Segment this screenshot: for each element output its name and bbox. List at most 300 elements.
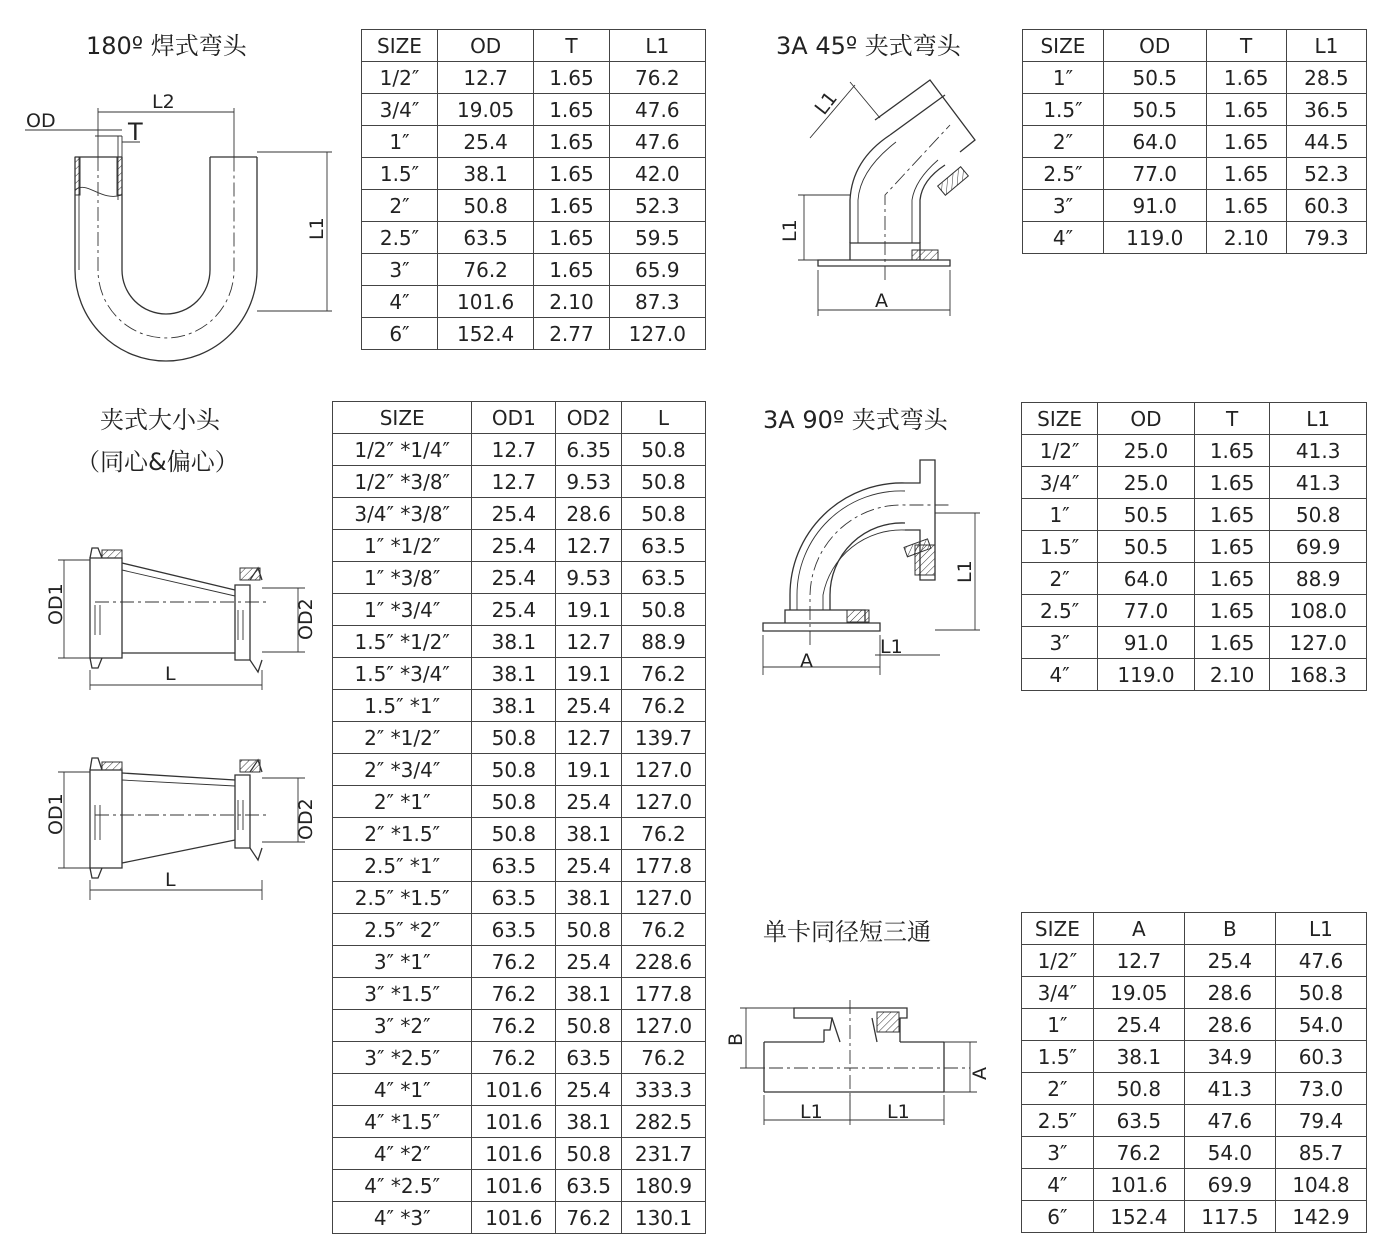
table-cell: 60.3	[1275, 1041, 1366, 1073]
table-cell: 142.9	[1275, 1201, 1366, 1233]
table-cell: 117.5	[1184, 1201, 1275, 1233]
table-cell: 41.3	[1270, 435, 1367, 467]
table-cell: 1.5″	[1022, 1041, 1094, 1073]
table-cell: 50.8	[472, 722, 556, 754]
table-row	[1022, 435, 1367, 467]
tee-l1-left-label: L1	[800, 1101, 823, 1123]
table-row	[1022, 595, 1367, 627]
table-cell: 1″	[1022, 1009, 1094, 1041]
table-cell: 6.35	[556, 434, 622, 466]
table-cell: 2″	[1023, 126, 1104, 158]
table-cell: 41.3	[1270, 467, 1367, 499]
table-row	[362, 318, 706, 350]
table-cell: 50.8	[437, 190, 533, 222]
elbow45-l1-top-label: L1	[810, 87, 842, 120]
table-row	[362, 158, 706, 190]
table-cell: 1/2″	[1022, 945, 1094, 977]
table-cell: 2.5″ *2″	[333, 914, 472, 946]
table-header-cell: OD1	[472, 402, 556, 434]
table-cell: 59.5	[609, 222, 705, 254]
table-cell: 3″ *2.5″	[333, 1042, 472, 1074]
table-cell: 282.5	[621, 1106, 705, 1138]
table-cell: 12.7	[437, 62, 533, 94]
table-header-cell: SIZE	[1022, 913, 1094, 945]
table-cell: 1.65	[534, 190, 609, 222]
table-cell: 76.2	[621, 818, 705, 850]
table-cell: 25.4	[472, 594, 556, 626]
table-cell: 65.9	[609, 254, 705, 286]
table-row	[333, 882, 706, 914]
table-cell: 50.8	[556, 1010, 622, 1042]
table-cell: 101.6	[472, 1074, 556, 1106]
table-cell: 47.6	[1275, 945, 1366, 977]
table-cell: 104.8	[1275, 1169, 1366, 1201]
elbow180-l1-label: L1	[306, 217, 328, 240]
table-row	[1023, 62, 1367, 94]
reducer2-od2-label: OD2	[295, 798, 317, 840]
table-header-cell: SIZE	[333, 402, 472, 434]
table-row	[333, 562, 706, 594]
table-cell: 2″ *1.5″	[333, 818, 472, 850]
table-cell: 1.65	[1206, 190, 1286, 222]
table-row	[333, 850, 706, 882]
table-cell: 50.8	[621, 434, 705, 466]
reducer2-od1-label: OD1	[45, 793, 67, 835]
table-cell: 2″	[362, 190, 438, 222]
table-cell: 25.4	[472, 498, 556, 530]
table-cell: 47.6	[609, 126, 705, 158]
table-row	[362, 254, 706, 286]
table-row	[1022, 467, 1367, 499]
table-cell: 38.1	[472, 658, 556, 690]
table-cell: 168.3	[1270, 659, 1367, 691]
table-cell: 1.65	[1194, 531, 1270, 563]
table-cell: 69.9	[1270, 531, 1367, 563]
table-cell: 50.5	[1103, 62, 1206, 94]
table-cell: 38.1	[437, 158, 533, 190]
table-cell: 76.2	[1093, 1137, 1184, 1169]
table-cell: 19.1	[556, 594, 622, 626]
table-row	[1022, 531, 1367, 563]
table-cell: 127.0	[621, 882, 705, 914]
table-cell: 4″ *2″	[333, 1138, 472, 1170]
table-header-row	[333, 402, 706, 434]
table-cell: 25.4	[556, 1074, 622, 1106]
table-cell: 127.0	[609, 318, 705, 350]
table-cell: 228.6	[621, 946, 705, 978]
table-row	[333, 1138, 706, 1170]
table-cell: 1.5″ *3/4″	[333, 658, 472, 690]
table-cell: 79.4	[1275, 1105, 1366, 1137]
table-cell: 2.77	[534, 318, 609, 350]
table-cell: 19.05	[437, 94, 533, 126]
reducer-title: 夹式大小头	[100, 406, 220, 434]
table-cell: 1″ *3/8″	[333, 562, 472, 594]
table-cell: 180.9	[621, 1170, 705, 1202]
table-cell: 3″	[1022, 627, 1098, 659]
table-cell: 76.2	[621, 914, 705, 946]
elbow90-a-label: A	[800, 650, 813, 672]
table-cell: 1.65	[1206, 94, 1286, 126]
table-cell: 50.8	[1275, 977, 1366, 1009]
elbow90-drawing	[755, 455, 995, 675]
table-row	[333, 754, 706, 786]
table-row	[1022, 945, 1367, 977]
table-cell: 63.5	[437, 222, 533, 254]
table-row	[333, 1010, 706, 1042]
table-cell: 1.65	[1194, 563, 1270, 595]
table-cell: 79.3	[1286, 222, 1366, 254]
table-cell: 3″	[362, 254, 438, 286]
table-cell: 76.2	[437, 254, 533, 286]
table-cell: 1″	[1022, 499, 1098, 531]
reducer-subtitle: （同心&偏心）	[76, 448, 239, 476]
table-cell: 4″	[1022, 1169, 1094, 1201]
table-row	[1022, 563, 1367, 595]
table-cell: 1/2″	[1022, 435, 1098, 467]
table-cell: 1.5″	[1022, 531, 1098, 563]
table-cell: 25.4	[1184, 945, 1275, 977]
table-cell: 54.0	[1184, 1137, 1275, 1169]
table-cell: 119.0	[1098, 659, 1195, 691]
table-cell: 9.53	[556, 562, 622, 594]
table-cell: 38.1	[1093, 1041, 1184, 1073]
elbow180-drawing	[20, 90, 340, 330]
table-cell: 1/2″ *1/4″	[333, 434, 472, 466]
table-cell: 50.8	[472, 786, 556, 818]
elbow180-l2-label: L2	[152, 91, 175, 113]
table-cell: 2″ *1″	[333, 786, 472, 818]
table-cell: 87.3	[609, 286, 705, 318]
table-header-row	[1022, 403, 1367, 435]
elbow180-od-label: OD	[26, 110, 56, 132]
table-cell: 1.65	[1206, 62, 1286, 94]
table-header-cell: L	[621, 402, 705, 434]
table-cell: 1.65	[1194, 627, 1270, 659]
table-cell: 88.9	[621, 626, 705, 658]
reducer1-od2-label: OD2	[295, 598, 317, 640]
elbow180-table	[361, 29, 706, 350]
table-cell: 1″ *1/2″	[333, 530, 472, 562]
table-cell: 3/4″	[1022, 977, 1094, 1009]
table-cell: 76.2	[556, 1202, 622, 1234]
table-cell: 77.0	[1098, 595, 1195, 627]
table-cell: 3″ *2″	[333, 1010, 472, 1042]
table-cell: 1.65	[534, 62, 609, 94]
table-row	[1023, 190, 1367, 222]
table-row	[362, 286, 706, 318]
table-cell: 152.4	[1093, 1201, 1184, 1233]
table-cell: 25.0	[1098, 467, 1195, 499]
table-cell: 12.7	[1093, 945, 1184, 977]
table-cell: 50.8	[621, 498, 705, 530]
table-row	[1022, 1105, 1367, 1137]
table-row	[333, 946, 706, 978]
table-cell: 130.1	[621, 1202, 705, 1234]
reducer-concentric-drawing	[40, 540, 330, 700]
table-row	[1022, 627, 1367, 659]
table-header-cell: OD	[1098, 403, 1195, 435]
table-cell: 76.2	[472, 1042, 556, 1074]
reducer2-l-label: L	[165, 869, 176, 891]
table-header-row	[1023, 30, 1367, 62]
table-row	[1022, 1009, 1367, 1041]
elbow90-table	[1021, 402, 1367, 691]
table-cell: 1.65	[1194, 467, 1270, 499]
table-cell: 34.9	[1184, 1041, 1275, 1073]
table-header-cell: SIZE	[1022, 403, 1098, 435]
table-row	[1023, 126, 1367, 158]
table-cell: 50.8	[472, 818, 556, 850]
table-cell: 1.65	[534, 126, 609, 158]
table-row	[362, 222, 706, 254]
table-cell: 1.5″ *1″	[333, 690, 472, 722]
elbow45-title: 3A 45º 夹式弯头	[776, 32, 961, 60]
table-cell: 101.6	[472, 1106, 556, 1138]
table-cell: 1.5″	[1023, 94, 1104, 126]
elbow45-table	[1022, 29, 1367, 254]
elbow90-l1-side-label: L1	[954, 560, 976, 583]
table-cell: 3/4″ *3/8″	[333, 498, 472, 530]
table-row	[333, 818, 706, 850]
table-cell: 108.0	[1270, 595, 1367, 627]
table-header-cell: B	[1184, 913, 1275, 945]
table-cell: 2″	[1022, 1073, 1094, 1105]
table-row	[333, 594, 706, 626]
table-cell: 231.7	[621, 1138, 705, 1170]
table-cell: 101.6	[472, 1202, 556, 1234]
tee-l1-right-label: L1	[887, 1101, 910, 1123]
table-row	[333, 722, 706, 754]
table-row	[333, 1042, 706, 1074]
table-cell: 50.8	[621, 594, 705, 626]
table-cell: 177.8	[621, 978, 705, 1010]
table-cell: 101.6	[1093, 1169, 1184, 1201]
table-header-cell: L1	[1275, 913, 1366, 945]
table-cell: 28.6	[1184, 977, 1275, 1009]
table-cell: 76.2	[472, 978, 556, 1010]
table-cell: 19.1	[556, 754, 622, 786]
table-cell: 25.4	[437, 126, 533, 158]
table-cell: 63.5	[1093, 1105, 1184, 1137]
table-cell: 77.0	[1103, 158, 1206, 190]
table-cell: 119.0	[1103, 222, 1206, 254]
table-cell: 1″	[1023, 62, 1104, 94]
table-cell: 4″ *3″	[333, 1202, 472, 1234]
elbow180-title: 180º 焊式弯头	[86, 32, 247, 60]
table-cell: 28.6	[1184, 1009, 1275, 1041]
table-cell: 127.0	[621, 786, 705, 818]
table-cell: 52.3	[609, 190, 705, 222]
table-cell: 2.5″ *1.5″	[333, 882, 472, 914]
table-cell: 50.5	[1103, 94, 1206, 126]
table-header-cell: OD2	[556, 402, 622, 434]
table-cell: 1.65	[534, 254, 609, 286]
table-row	[333, 690, 706, 722]
table-cell: 101.6	[437, 286, 533, 318]
table-cell: 3/4″	[1022, 467, 1098, 499]
table-cell: 101.6	[472, 1138, 556, 1170]
table-cell: 25.4	[556, 946, 622, 978]
table-cell: 38.1	[556, 882, 622, 914]
table-cell: 333.3	[621, 1074, 705, 1106]
elbow45-a-label: A	[875, 290, 888, 312]
reducer1-od1-label: OD1	[45, 583, 67, 625]
table-cell: 1.65	[1206, 158, 1286, 190]
table-cell: 76.2	[609, 62, 705, 94]
table-row	[362, 62, 706, 94]
table-cell: 52.3	[1286, 158, 1366, 190]
table-cell: 76.2	[621, 690, 705, 722]
table-cell: 1.65	[534, 222, 609, 254]
tee-title: 单卡同径短三通	[763, 918, 931, 946]
table-cell: 25.4	[472, 530, 556, 562]
table-header-cell: L1	[609, 30, 705, 62]
table-header-cell: T	[534, 30, 609, 62]
table-row	[362, 126, 706, 158]
table-header-cell: L1	[1286, 30, 1366, 62]
table-cell: 12.7	[556, 722, 622, 754]
table-cell: 2.5″ *1″	[333, 850, 472, 882]
table-cell: 2.10	[1194, 659, 1270, 691]
table-cell: 50.5	[1098, 531, 1195, 563]
table-cell: 60.3	[1286, 190, 1366, 222]
table-cell: 28.5	[1286, 62, 1366, 94]
elbow45-l1-side-label: L1	[779, 219, 801, 242]
table-cell: 64.0	[1103, 126, 1206, 158]
table-row	[333, 658, 706, 690]
table-row	[333, 786, 706, 818]
table-cell: 3″	[1023, 190, 1104, 222]
table-cell: 4″ *1″	[333, 1074, 472, 1106]
table-cell: 2.5″	[362, 222, 438, 254]
table-cell: 1.65	[1206, 126, 1286, 158]
tee-drawing	[722, 990, 1012, 1140]
table-row	[333, 530, 706, 562]
table-cell: 25.0	[1098, 435, 1195, 467]
table-row	[1023, 222, 1367, 254]
table-row	[1022, 1041, 1367, 1073]
table-cell: 3″	[1022, 1137, 1094, 1169]
table-cell: 73.0	[1275, 1073, 1366, 1105]
table-header-cell: T	[1206, 30, 1286, 62]
table-cell: 25.4	[556, 850, 622, 882]
table-cell: 101.6	[472, 1170, 556, 1202]
table-cell: 1/2″	[362, 62, 438, 94]
table-cell: 1.5″ *1/2″	[333, 626, 472, 658]
table-cell: 1.5″	[362, 158, 438, 190]
table-cell: 50.5	[1098, 499, 1195, 531]
table-cell: 2″ *3/4″	[333, 754, 472, 786]
table-cell: 38.1	[472, 626, 556, 658]
reducer1-l-label: L	[165, 663, 176, 685]
table-row	[362, 94, 706, 126]
table-cell: 177.8	[621, 850, 705, 882]
table-cell: 36.5	[1286, 94, 1366, 126]
table-header-cell: SIZE	[362, 30, 438, 62]
table-cell: 47.6	[1184, 1105, 1275, 1137]
table-cell: 63.5	[472, 882, 556, 914]
table-row	[1022, 1137, 1367, 1169]
table-cell: 54.0	[1275, 1009, 1366, 1041]
table-cell: 19.1	[556, 658, 622, 690]
table-row	[333, 466, 706, 498]
table-cell: 63.5	[472, 850, 556, 882]
table-row	[333, 1074, 706, 1106]
table-cell: 4″	[362, 286, 438, 318]
table-cell: 76.2	[472, 1010, 556, 1042]
table-header-cell: L1	[1270, 403, 1367, 435]
table-cell: 1/2″ *3/8″	[333, 466, 472, 498]
table-row	[333, 914, 706, 946]
table-cell: 6″	[362, 318, 438, 350]
table-row	[333, 1202, 706, 1234]
table-cell: 4″	[1023, 222, 1104, 254]
table-cell: 76.2	[621, 1042, 705, 1074]
table-row	[333, 434, 706, 466]
table-cell: 63.5	[621, 562, 705, 594]
table-cell: 4″	[1022, 659, 1098, 691]
table-row	[1022, 659, 1367, 691]
table-row	[1022, 1169, 1367, 1201]
table-cell: 6″	[1022, 1201, 1094, 1233]
table-cell: 63.5	[472, 914, 556, 946]
table-cell: 50.8	[556, 1138, 622, 1170]
table-header-cell: SIZE	[1023, 30, 1104, 62]
table-cell: 63.5	[556, 1170, 622, 1202]
table-cell: 69.9	[1184, 1169, 1275, 1201]
table-row	[1023, 158, 1367, 190]
table-cell: 1.65	[534, 158, 609, 190]
table-cell: 1.65	[1194, 499, 1270, 531]
table-cell: 50.8	[621, 466, 705, 498]
reducer-eccentric-drawing	[40, 750, 330, 910]
table-cell: 9.53	[556, 466, 622, 498]
table-cell: 2.5″	[1023, 158, 1104, 190]
table-cell: 2.5″	[1022, 1105, 1094, 1137]
table-header-cell: A	[1093, 913, 1184, 945]
table-cell: 38.1	[556, 1106, 622, 1138]
table-cell: 1″	[362, 126, 438, 158]
table-cell: 19.05	[1093, 977, 1184, 1009]
reducer-table	[332, 401, 706, 1234]
table-header-cell: T	[1194, 403, 1270, 435]
table-row	[333, 1170, 706, 1202]
table-cell: 38.1	[556, 818, 622, 850]
table-row	[333, 1106, 706, 1138]
tee-b-label: B	[725, 1032, 747, 1046]
table-cell: 139.7	[621, 722, 705, 754]
elbow90-l1-bottom-label: L1	[880, 636, 903, 658]
table-row	[362, 190, 706, 222]
table-cell: 63.5	[621, 530, 705, 562]
elbow90-title: 3A 90º 夹式弯头	[763, 406, 948, 434]
table-cell: 127.0	[1270, 627, 1367, 659]
table-cell: 85.7	[1275, 1137, 1366, 1169]
table-cell: 2.10	[534, 286, 609, 318]
table-cell: 91.0	[1103, 190, 1206, 222]
table-cell: 1″ *3/4″	[333, 594, 472, 626]
table-cell: 44.5	[1286, 126, 1366, 158]
table-cell: 42.0	[609, 158, 705, 190]
elbow45-drawing	[770, 80, 990, 320]
table-row	[333, 978, 706, 1010]
table-cell: 50.8	[472, 754, 556, 786]
elbow180-t-label: T	[128, 118, 143, 146]
table-cell: 28.6	[556, 498, 622, 530]
table-cell: 25.4	[556, 786, 622, 818]
table-row	[1023, 94, 1367, 126]
